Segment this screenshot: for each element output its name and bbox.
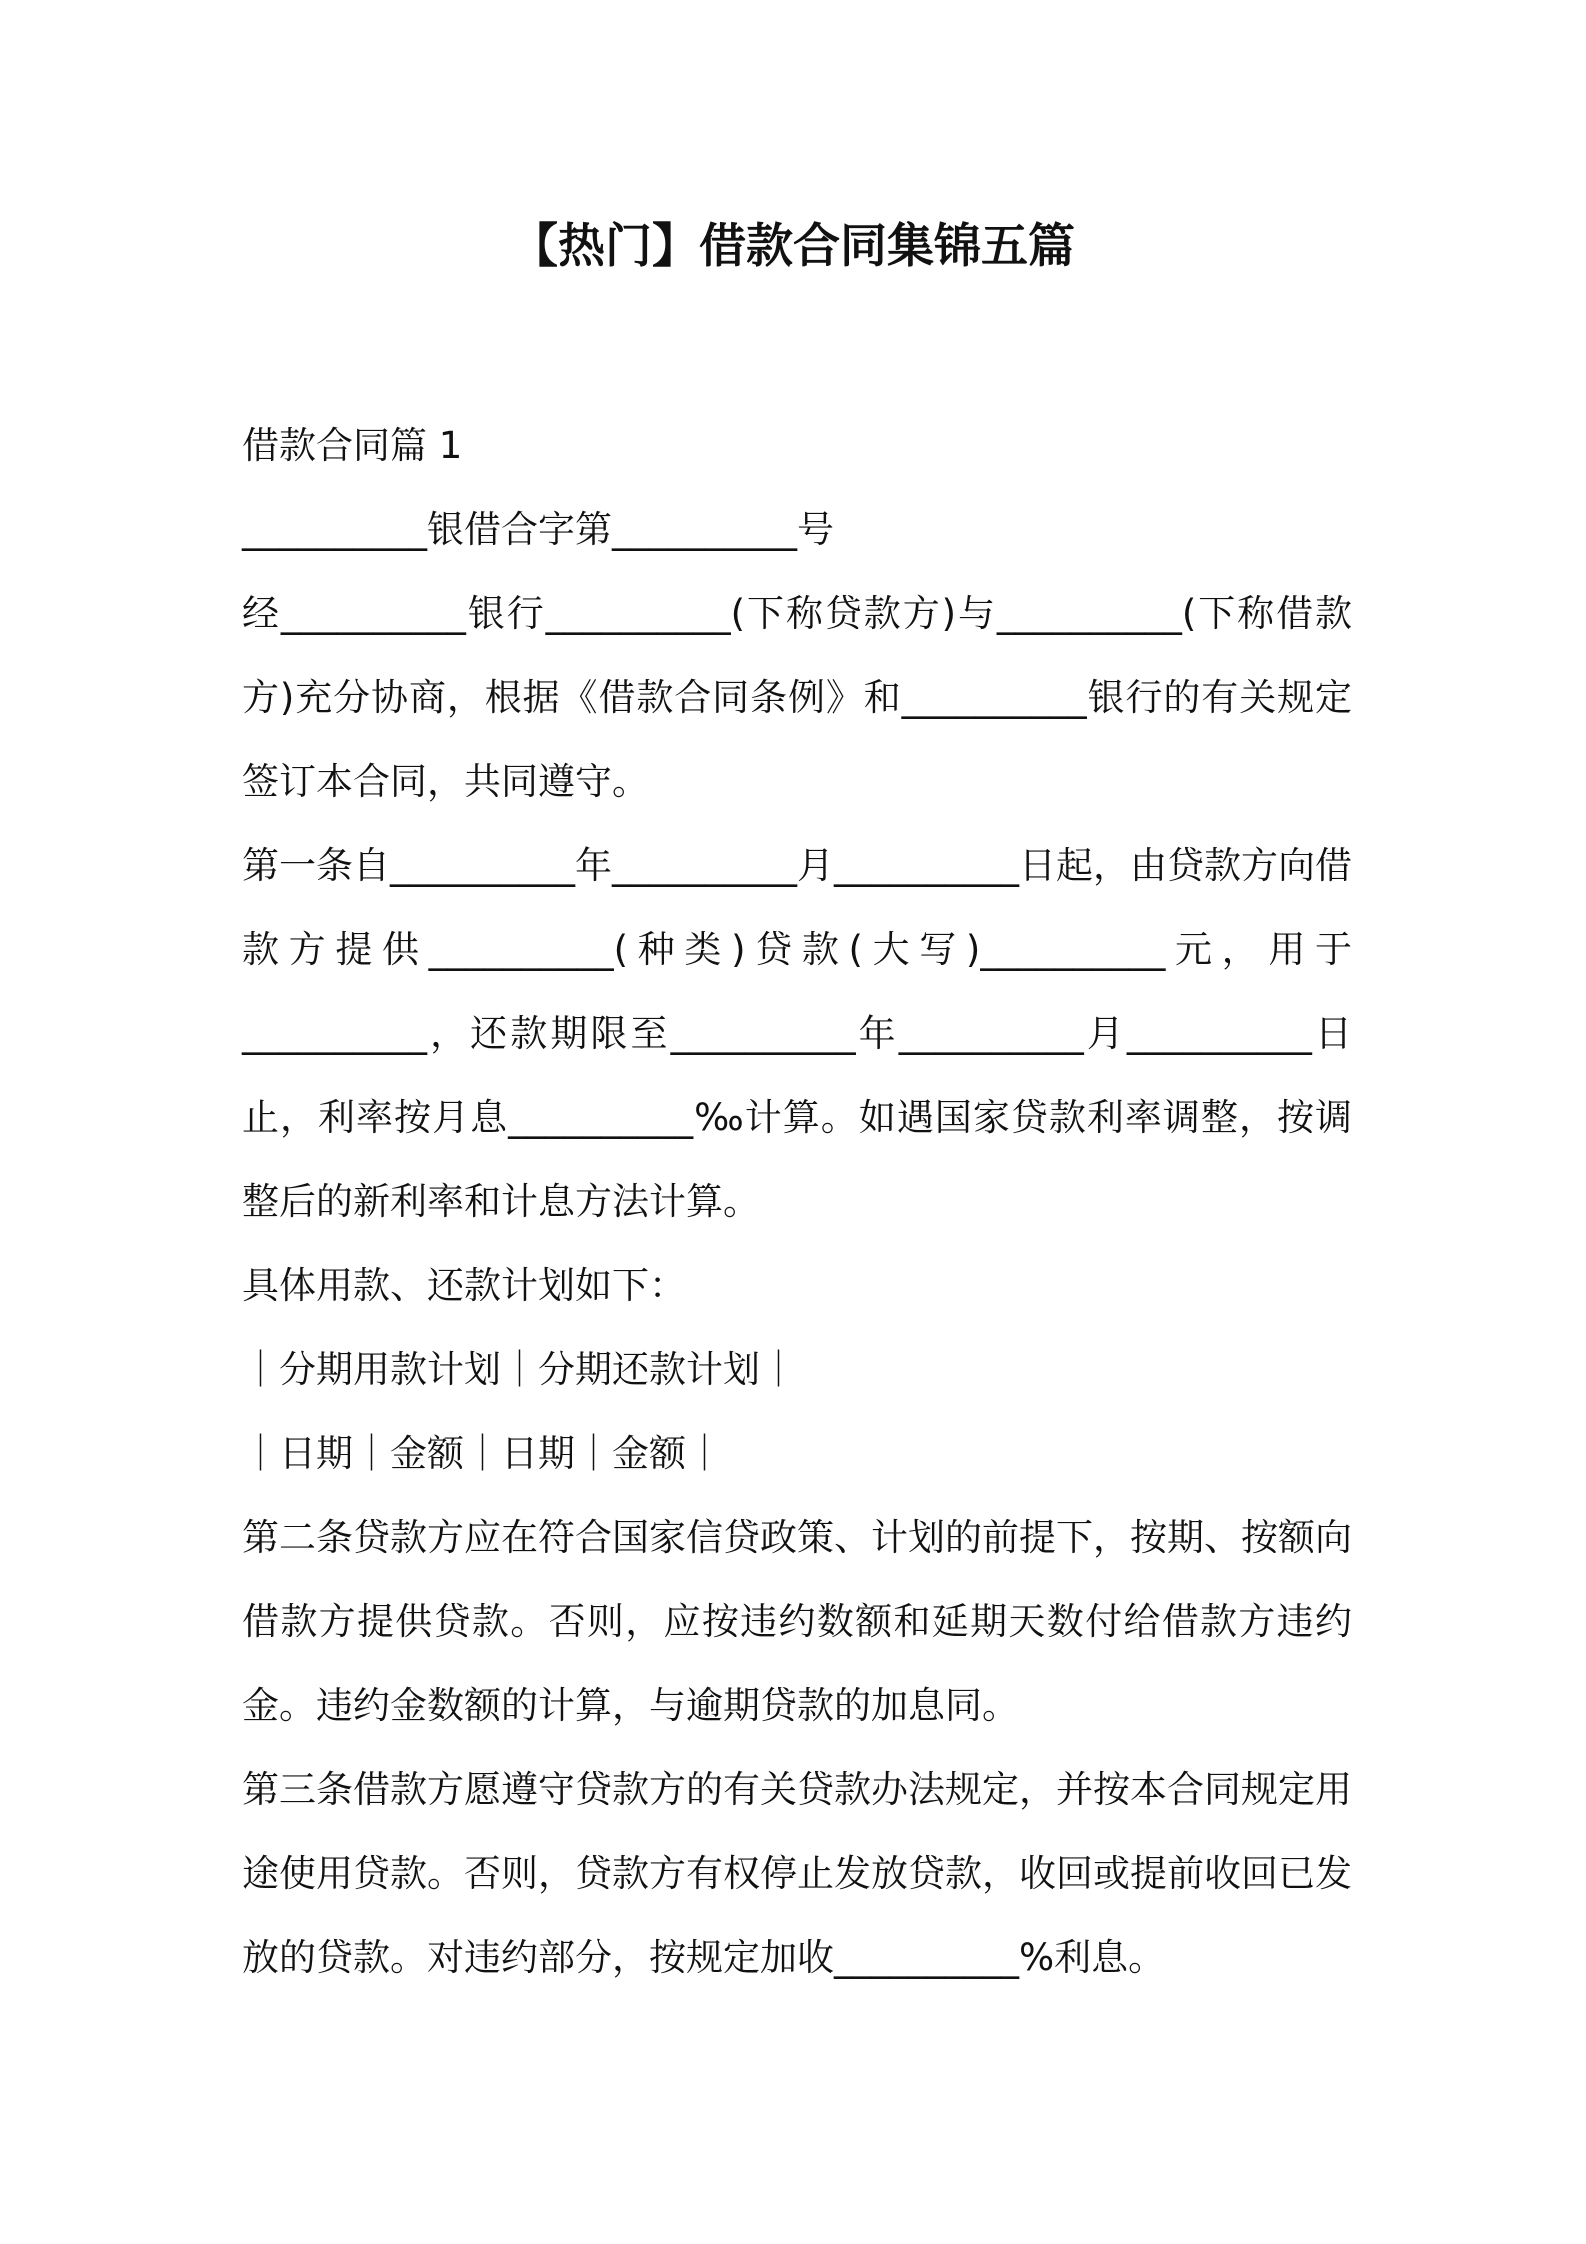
plan-table-header-row: ｜分期用款计划｜分期还款计划｜ — [242, 1348, 797, 1391]
plan-intro-line: 具体用款、还款计划如下： — [242, 1264, 686, 1307]
contract-number-line: __________银借合字第__________号 — [242, 508, 834, 551]
document-title: 【热门】借款合同集锦五篇 — [511, 219, 1075, 274]
document-body — [242, 404, 1352, 2000]
article-3-paragraph: 第三条借款方愿遵守贷款方的有关贷款办法规定，并按本合同规定用途使用贷款。否则，贷款方有权停止发放贷款，收回或提前收回已发放的贷款。对违约部分，按规定加收__________%利息。 — [242, 1768, 1352, 1979]
article-2-paragraph: 第二条贷款方应在符合国家信贷政策、计划的前提下，按期、按额向借款方提供贷款。否则，应按违约数额和延期天数付给借款方违约金。违约金数额的计算，与逾期贷款的加息同。 — [242, 1516, 1352, 1727]
preamble-paragraph: 经__________银行__________(下称贷款方)与__________(下称借款方)充分协商，根据《借款合同条例》和__________银行的有关规定签订本合同，共同遵守。 — [242, 592, 1352, 803]
plan-table-columns-row: ｜日期｜金额｜日期｜金额｜ — [242, 1432, 723, 1475]
section-heading: 借款合同篇 1 — [242, 424, 463, 467]
article-1-paragraph: 第一条自__________年__________月__________日起，由贷款方向借款方提供__________(种类)贷款(大写)__________元，用于__________，还款期限至__________年__________月__________日止，利率按月息__________‰计算。如遇国家贷款利率调整，按调整后的新利率和计息方法计算。 — [242, 844, 1352, 1223]
